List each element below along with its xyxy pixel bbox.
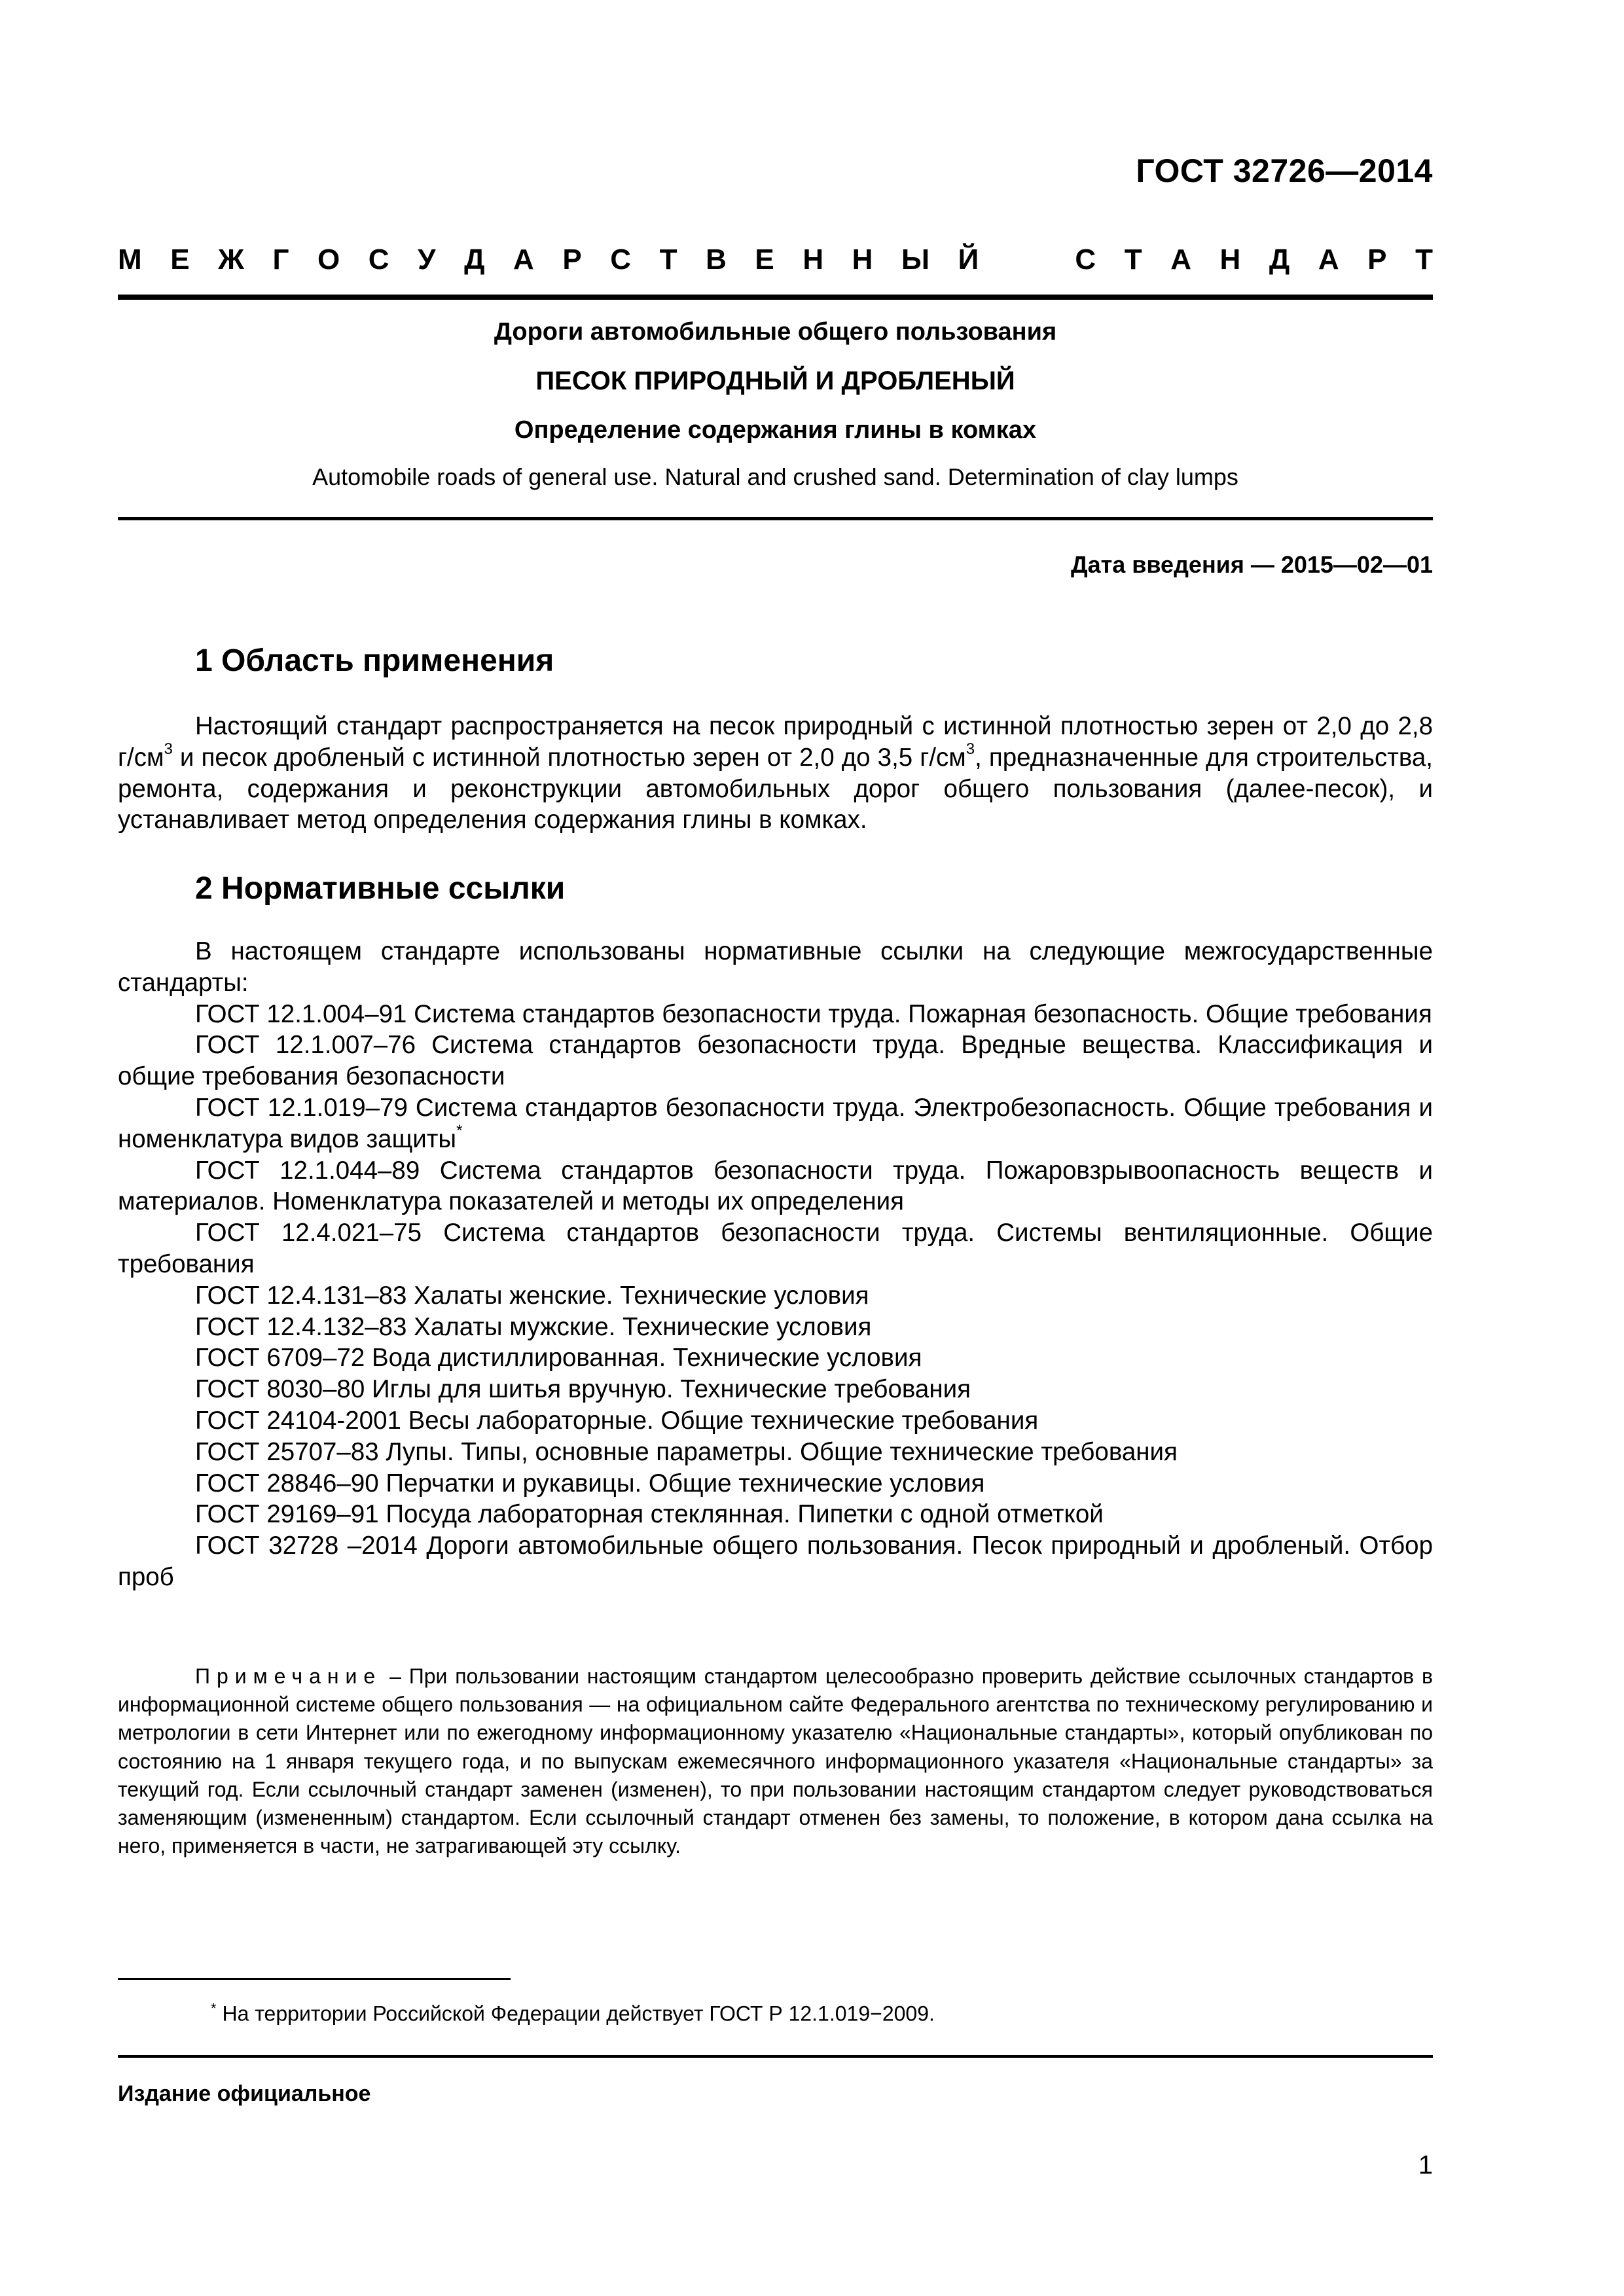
reference-item: ГОСТ 6709–72 Вода дистиллированная. Технические условия — [195, 1344, 922, 1372]
note-label: Примечание — [195, 1664, 382, 1688]
reference-item: ГОСТ 28846–90 Перчатки и рукавицы. Общие технические условия — [195, 1469, 985, 1498]
header-divider — [118, 295, 1433, 300]
reference-item: ГОСТ 24104-2001 Весы лабораторные. Общие технические требования — [195, 1406, 1039, 1435]
official-edition-label: Издание официальное — [118, 2081, 371, 2106]
references-intro: В настоящем стандарте использованы нормативные ссылки на следующие межгосударственные стандарты: — [118, 937, 1433, 997]
section-2-heading: 2 Нормативные ссылки — [195, 871, 566, 906]
reference-item: ГОСТ 32728 –2014 Дороги автомобильные общего пользования. Песок природный и дробленый. Отбор проб — [118, 1532, 1433, 1591]
reference-item: ГОСТ 29169–91 Посуда лабораторная стеклянная. Пипетки с одной отметкой — [195, 1500, 1104, 1529]
normative-references — [118, 936, 1433, 1593]
reference-item: ГОСТ 12.4.132–83 Халаты мужские. Технические условия — [195, 1312, 872, 1341]
title-line-2: ПЕСОК ПРИРОДНЫЙ И ДРОБЛЕНЫЙ — [535, 367, 1015, 395]
title-line-3: Определение содержания глины в комках — [514, 416, 1037, 444]
reference-item: ГОСТ 12.1.019–79 Система стандартов безопасности труда. Электробезопасность. Общие требования и номенклатура видов защиты* — [118, 1093, 1433, 1153]
title-line-1: Дороги автомобильные общего пользования — [494, 318, 1057, 346]
interstate-standard-banner: М Е Ж Г О С У Д А Р С Т В Е Н Н Ы Й С Т А Н Д А Р Т — [118, 243, 1433, 276]
title-english: Automobile roads of general use. Natural and crushed sand. Determination of clay lumps — [312, 463, 1238, 490]
footnote-marker: * — [456, 1121, 463, 1139]
reference-item: ГОСТ 8030–80 Иглы для шитья вручную. Технические требования — [195, 1375, 971, 1404]
footnote-divider — [118, 1978, 511, 1980]
section-1-heading: 1 Область применения — [195, 643, 554, 678]
footnote: * На территории Российской Федерации действует ГОСТ Р 12.1.019−2009. — [211, 2000, 935, 2026]
introduction-date: Дата введения — 2015—02—01 — [1070, 551, 1433, 578]
reference-item: ГОСТ 12.4.131–83 Халаты женские. Технические условия — [195, 1281, 869, 1310]
reference-item: ГОСТ 25707–83 Лупы. Типы, основные параметры. Общие технические требования — [195, 1437, 1178, 1466]
page-number: 1 — [1418, 2151, 1433, 2179]
section-1-paragraph: Настоящий стандарт распространяется на песок природный с истинной плотностью зерен от 2,0 до 2,8 $г/см^3$ и песок дробленый с истинной плотностью зерен от 2,0 до 3,5 $г/см^3$, предназначенные для строительства, ремонта, содержания и реконструкции автомобильных дорог общего пользования (далее-песок), и устанавливает метод определения содержания глины в комках. — [118, 712, 1433, 834]
reference-item: ГОСТ 12.1.007–76 Система стандартов безопасности труда. Вредные вещества. Классификация и общие требования безопасности — [118, 1031, 1433, 1091]
document-number: ГОСТ 32726—2014 — [1136, 152, 1433, 189]
note-paragraph: Примечание – При пользовании настоящим стандартом целесообразно проверить действие ссылочных стандартов в информационной системе общего пользования — на официальном сайте Федерального агентства по техническому регулированию и метрологии в сети Интернет или по ежегодному информационному указателю «Национальные стандарты», который опубликован по состоянию на 1 января текущего года, и по выпускам ежемесячного информационного указателя «Национальные стандарты» за текущий год. Если ссылочный стандарт заменен (изменен), то при пользовании настоящим стандартом следует руководствоваться заменяющим (измененным) стандартом. Если ссылочный стандарт отменен без замены, то положение, в котором дана ссылка на него, применяется в части, не затрагивающей эту ссылку. — [118, 1664, 1433, 1858]
reference-item: ГОСТ 12.4.021–75 Система стандартов безопасности труда. Системы вентиляционные. Общие требования — [118, 1219, 1433, 1278]
reference-item: ГОСТ 12.1.044–89 Система стандартов безопасности труда. Пожаровзрывоопасность веществ и материалов. Номенклатура показателей и методы их определения — [118, 1156, 1433, 1216]
title-divider — [118, 517, 1433, 520]
footer-divider — [118, 2055, 1433, 2058]
reference-item: ГОСТ 12.1.004–91 Система стандартов безопасности труда. Пожарная безопасность. Общие требования — [195, 999, 1432, 1028]
